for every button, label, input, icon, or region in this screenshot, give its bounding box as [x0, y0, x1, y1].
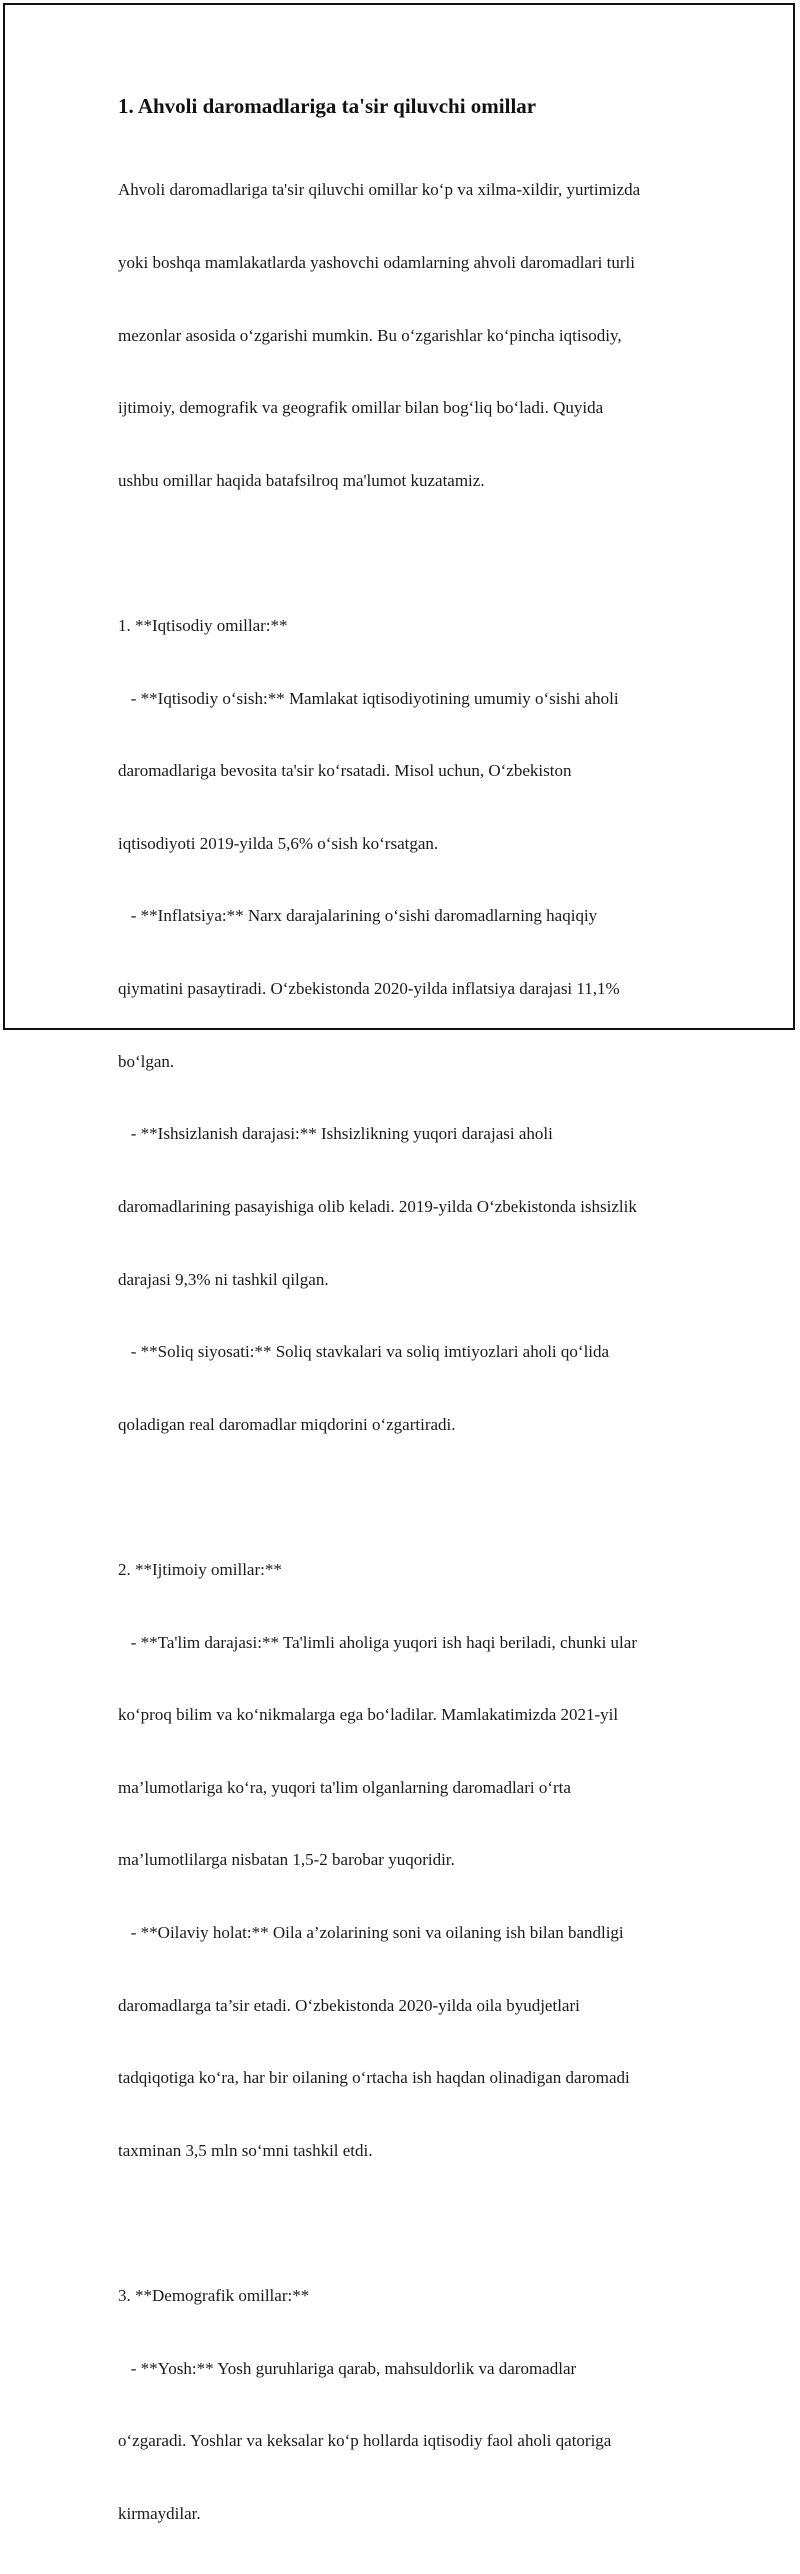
text-line: qiymatini pasaytiradi. O‘zbekistonda 2020-yilda inflatsiya darajasi 11,1% — [118, 979, 620, 999]
text-line: Ahvoli daromadlariga ta'sir qiluvchi omillar ko‘p va xilma-xildir, yurtimizda — [118, 180, 641, 200]
list-item-line: - **Oilaviy holat:** Oila a’zolarining soni va oilaning ish bilan bandligi — [118, 1923, 624, 1942]
list-heading: 2. **Ijtimoiy omillar:** — [118, 1559, 282, 1579]
text-line: ijtimoiy, demografik va geografik omillar bilan bog‘liq bo‘ladi. Quyida — [118, 398, 604, 418]
list-item-line: - **Iqtisodiy o‘sish:** Mamlakat iqtisodiyotining umumiy o‘sishi aholi — [118, 688, 619, 708]
text-line: ma’lumotlariga ko‘ra, yuqori ta'lim olganlarning daromadlari o‘rta — [118, 1777, 571, 1797]
text-line: darajasi 9,3% ni tashkil qilgan. — [118, 1269, 329, 1289]
text-line: o‘zgaradi. Yoshlar va keksalar ko‘p hollarda iqtisodiy faol aholi qatoriga — [118, 2431, 612, 2451]
blank-line — [118, 541, 698, 565]
section-heading: 1. Ahvoli daromadlariga ta'sir qiluvchi omillar — [118, 94, 537, 118]
text-line: daromadlarga ta’sir etadi. O‘zbekistonda 2020-yilda oila byudjetlari — [118, 1995, 580, 2015]
list-item-line: - **Inflatsiya:** Narx darajalarining o‘sishi daromadlarning haqiqiy — [118, 906, 598, 926]
text-line: daromadlarining pasayishiga olib keladi. 2019-yilda O‘zbekistonda ishsizlik — [118, 1196, 637, 1216]
text-line: daromadlariga bevosita ta'sir ko‘rsatadi. Misol uchun, O‘zbekiston — [118, 761, 572, 781]
list-item-line: - **Yosh:** Yosh guruhlariga qarab, mahsuldorlik va daromadlar — [118, 2358, 577, 2378]
list-heading: 3. **Demografik omillar:** — [118, 2286, 310, 2306]
list-item-line: - **Soliq siyosati:** Soliq stavkalari va soliq imtiyozlari aholi qo‘lida — [118, 1342, 610, 1362]
text-line: kirmaydilar. — [118, 2503, 201, 2523]
blank-line — [118, 2211, 698, 2235]
list-item-line: - **Ta'lim darajasi:** Ta'limli aholiga yuqori ish haqi beriladi, chunki ular — [118, 1632, 637, 1652]
text-line: iqtisodiyoti 2019-yilda 5,6% o‘sish ko‘rsatgan. — [118, 833, 439, 853]
list-heading: 1. **Iqtisodiy omillar:** — [118, 616, 288, 636]
text-line: ushbu omillar haqida batafsilroq ma'lumot kuzatamiz. — [118, 470, 485, 490]
document-body — [118, 93, 698, 2574]
blank-line — [118, 1485, 698, 1509]
paragraph-text — [118, 130, 698, 2574]
text-line: taxminan 3,5 mln so‘mni tashkil etdi. — [118, 2140, 373, 2160]
text-line: ko‘proq bilim va ko‘nikmalarga ega bo‘ladilar. Mamlakatimizda 2021-yil — [118, 1705, 619, 1725]
text-line: bo‘lgan. — [118, 1051, 175, 1071]
text-line: tadqiqotiga ko‘ra, har bir oilaning o‘rtacha ish haqdan olinadigan daromadi — [118, 2068, 630, 2088]
text-line: yoki boshqa mamlakatlarda yashovchi odamlarning ahvoli daromadlari turli — [118, 253, 635, 273]
list-item-line: - **Ishsizlanish darajasi:** Ishsizlikning yuqori darajasi aholi — [118, 1124, 553, 1144]
text-line: mezonlar asosida o‘zgarishi mumkin. Bu o‘zgarishlar ko‘pincha iqtisodiy, — [118, 325, 622, 345]
text-line: ma’lumotlilarga nisbatan 1,5-2 barobar yuqoridir. — [118, 1850, 455, 1870]
text-line: qoladigan real daromadlar miqdorini o‘zgartiradi. — [118, 1414, 456, 1434]
